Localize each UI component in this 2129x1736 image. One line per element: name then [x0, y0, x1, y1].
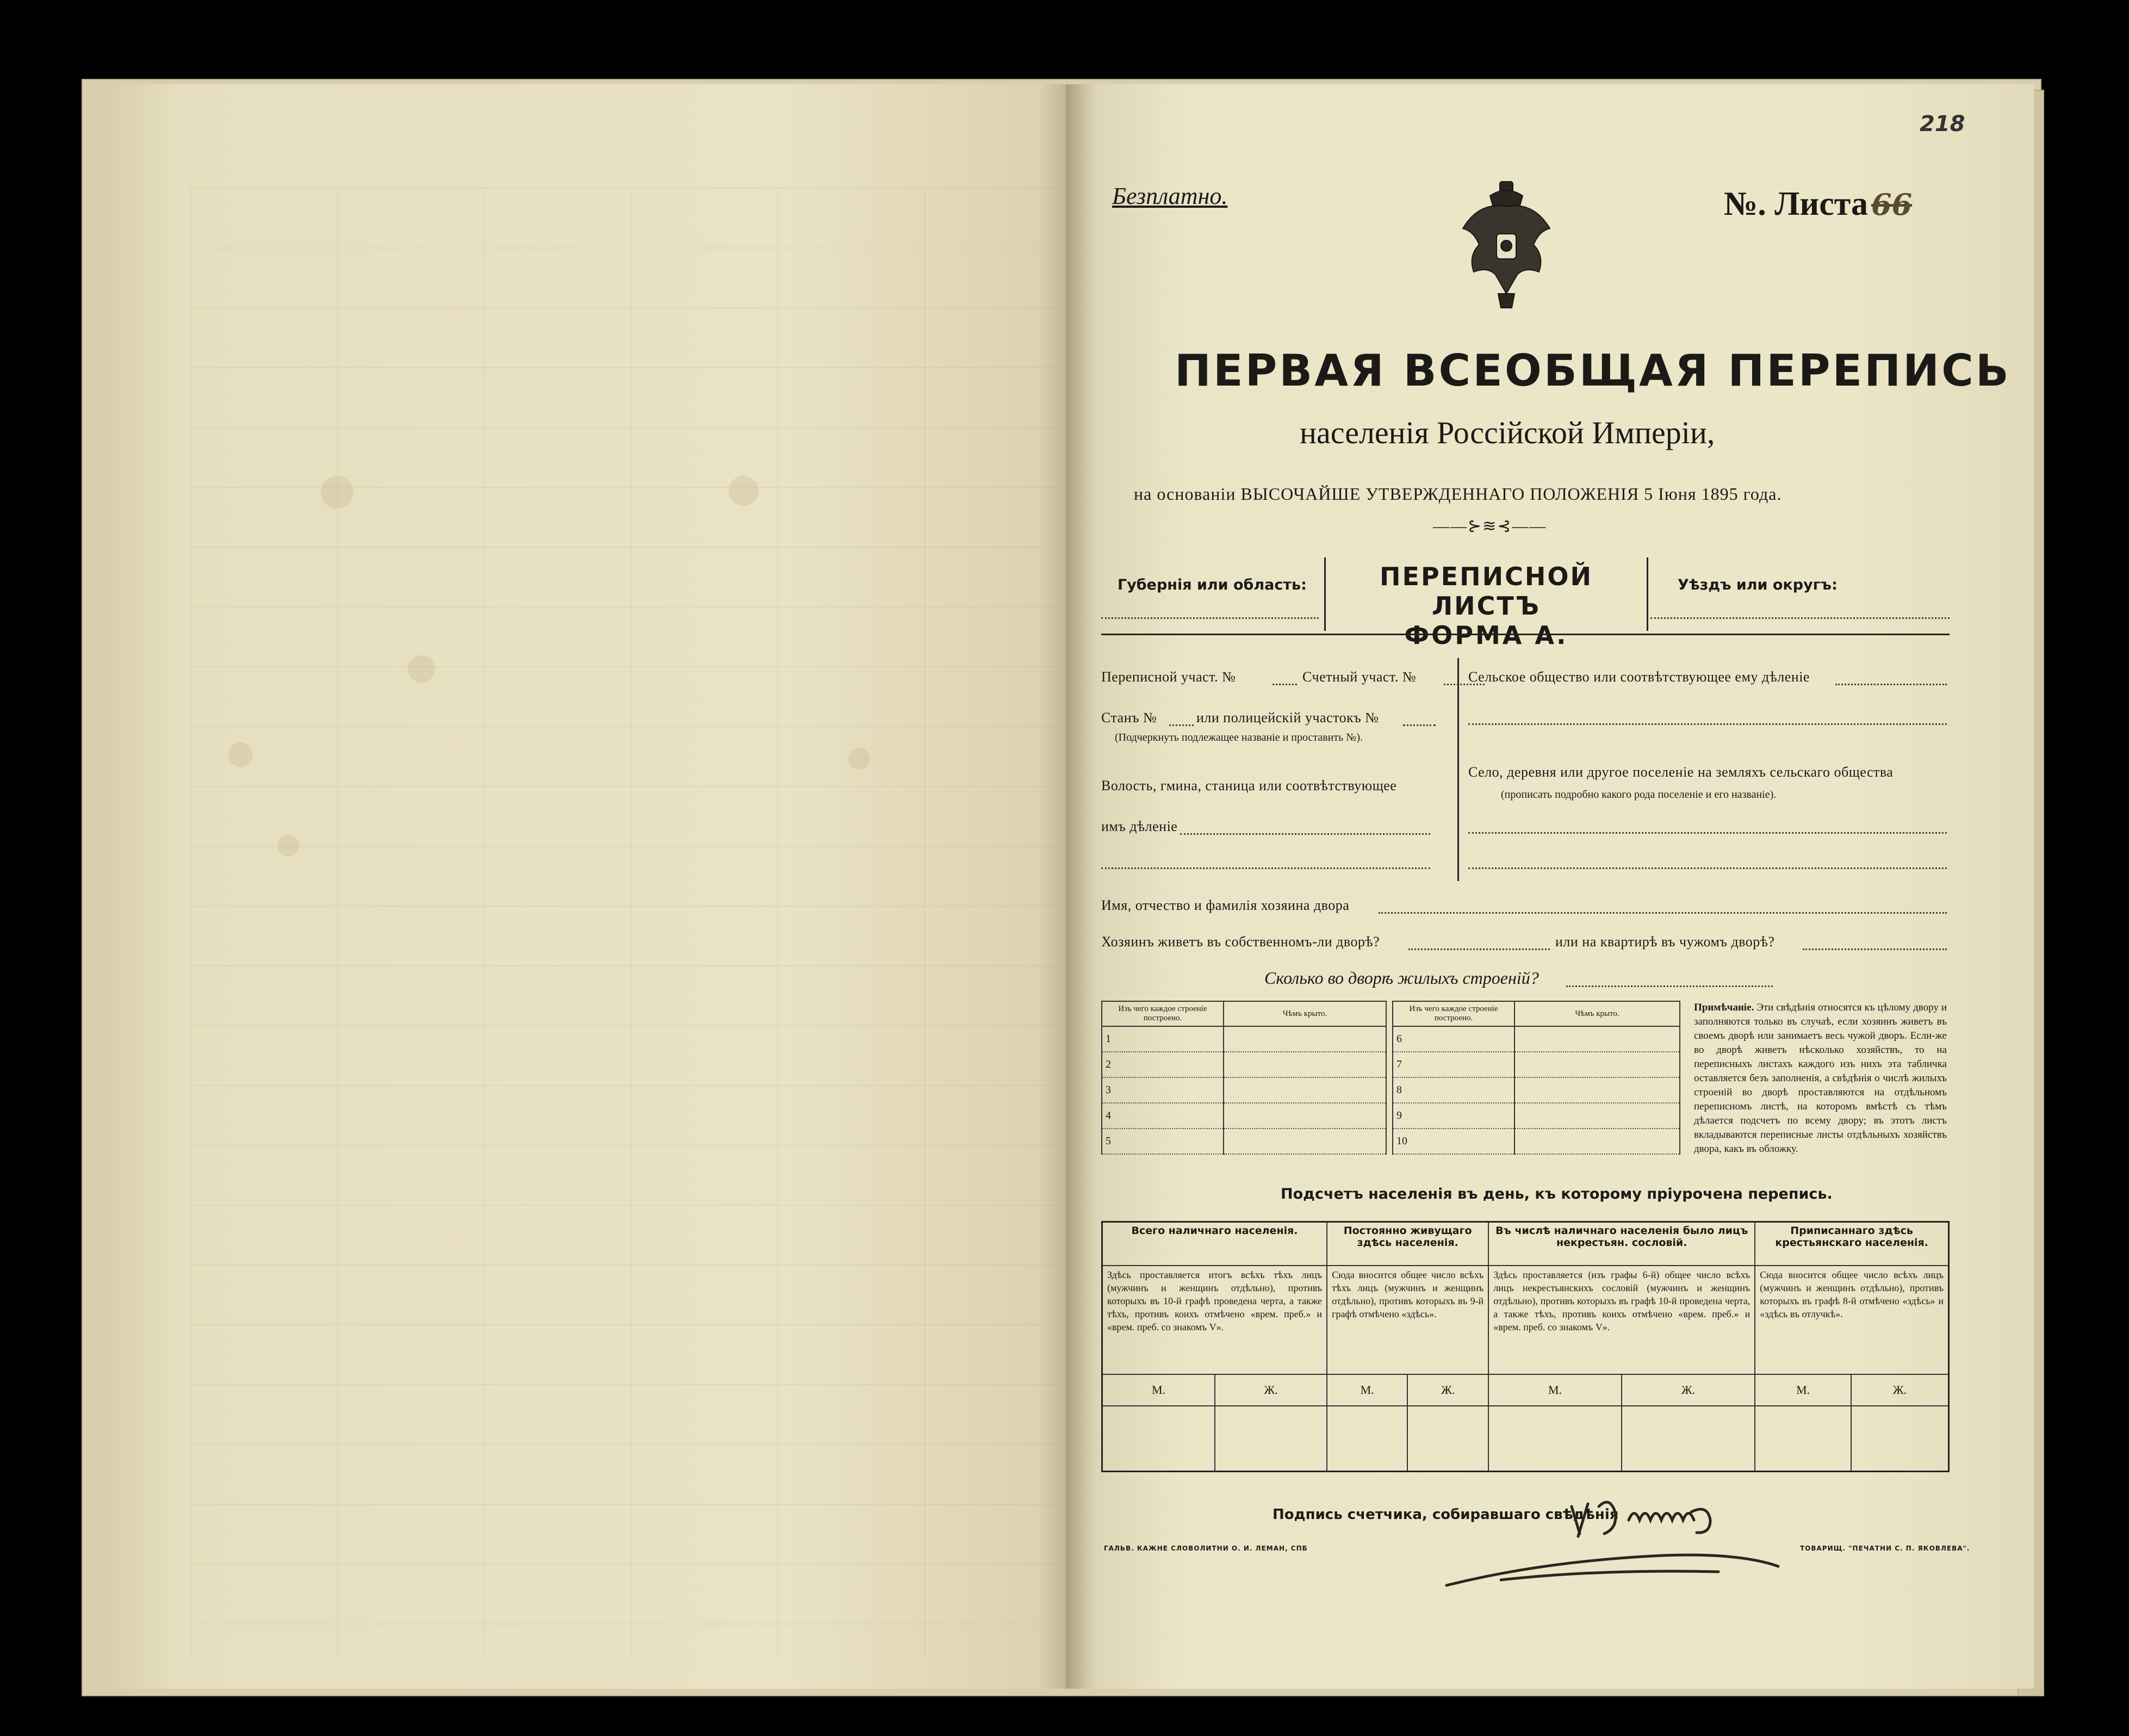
- female-count-cell[interactable]: [1215, 1406, 1327, 1472]
- roof-cell[interactable]: [1514, 1077, 1680, 1103]
- col-roof-header: Чѣмъ крыто.: [1224, 1001, 1386, 1026]
- header-bottom-rule: [1101, 634, 1950, 635]
- form-title: ПЕРЕПИСНОЙ ЛИСТЪ: [1380, 562, 1593, 621]
- form-subtitle: населенія Россійской Имперіи,: [1300, 415, 1715, 450]
- male-header: М.: [1488, 1374, 1622, 1406]
- free-of-charge-label: Безплатно.: [1112, 183, 1228, 209]
- buildings-count-field[interactable]: [1566, 985, 1773, 987]
- village-field-line1[interactable]: [1468, 832, 1947, 834]
- male-count-cell[interactable]: [1755, 1406, 1851, 1472]
- roof-cell[interactable]: [1224, 1052, 1386, 1077]
- volost-label-cont: имъ дѣленіе: [1101, 819, 1178, 834]
- form-main-title: ПЕРВАЯ ВСЕОБЩАЯ ПЕРЕПИСЬ: [1175, 345, 2011, 396]
- female-header: Ж.: [1407, 1374, 1488, 1406]
- summary-title: Подсчетъ населенія въ день, къ которому пріурочена перепись.: [1281, 1186, 1833, 1202]
- rural-society-field-line2[interactable]: [1468, 723, 1947, 725]
- rural-society-field[interactable]: [1835, 684, 1947, 685]
- buildings-table-right: [1392, 1001, 1680, 1155]
- roof-cell[interactable]: [1514, 1052, 1680, 1077]
- volost-label: Волость, гмина, станица или соотвѣтствующее: [1101, 778, 1397, 793]
- col-material-header: Изъ чего каждое строеніе построено.: [1393, 1001, 1514, 1026]
- apartment-label: или на квартирѣ въ чужомъ дворѣ?: [1555, 934, 1775, 950]
- table-row: [1102, 1129, 1386, 1154]
- col-material-header: Изъ чего каждое строеніе построено.: [1102, 1001, 1224, 1026]
- printer-imprint-left: ГАЛЬВ. КАЖНЕ СЛОВОЛИТНИ О. И. ЛЕМАН, СПБ: [1104, 1545, 1308, 1552]
- female-count-cell[interactable]: [1622, 1406, 1755, 1472]
- foxing-spot: [321, 476, 353, 509]
- female-header: Ж.: [1622, 1374, 1755, 1406]
- apartment-field[interactable]: [1803, 948, 1947, 950]
- census-precinct-label: Переписной участ. №: [1101, 669, 1236, 685]
- summary-col-header: Въ числѣ наличнаго населенія было лицъ некрестьян. сословій.: [1488, 1222, 1755, 1266]
- sheet-number: [1724, 185, 1912, 224]
- note-lead: Примѣчаніе.: [1694, 1002, 1754, 1013]
- summary-col-desc: Сюда вносится общее число всѣхъ тѣхъ лицъ (мужчинъ и женщинъ отдѣльно), противъ которыхъ въ 9-й графѣ отмѣчено «здѣсь».: [1327, 1266, 1488, 1374]
- column-divider: [1457, 658, 1459, 881]
- count-precinct-label: Счетный участ. №: [1302, 669, 1417, 685]
- form-title-cell: [1324, 557, 1648, 650]
- sheet-number-handwritten: 66: [1871, 187, 1913, 222]
- province-label: Губернія или область:: [1118, 576, 1307, 593]
- row-number: 4: [1102, 1103, 1224, 1129]
- summary-col-desc: Сюда вносится общее число всѣхъ лицъ (мужчинъ и женщинъ отдѣльно), противъ которыхъ въ графѣ 8-й отмѣчено «здѣсь» и «здѣсь въ отлучкѣ».: [1755, 1266, 1948, 1374]
- summary-col-header: Приписаннаго здѣсь крестьянскаго населенія.: [1755, 1222, 1948, 1266]
- printer-imprint-right: ТОВАРИЩ. "ПЕЧАТНИ С. П. ЯКОВЛЕВА".: [1800, 1545, 1970, 1552]
- buildings-question: Сколько во дворѣ жилыхъ строеній?: [1264, 968, 1539, 988]
- row-number: 3: [1102, 1077, 1224, 1103]
- volost-field-line2[interactable]: [1101, 867, 1430, 869]
- row-number: 5: [1102, 1129, 1224, 1154]
- owner-name-field[interactable]: [1379, 912, 1947, 914]
- stan-label: Станъ №: [1101, 710, 1157, 726]
- roof-cell[interactable]: [1224, 1103, 1386, 1129]
- census-precinct-field[interactable]: [1273, 684, 1297, 685]
- left-page-blank-verso: [103, 84, 1077, 1689]
- table-row: [1102, 1052, 1386, 1077]
- summary-col-header: Всего наличнаго населенія.: [1102, 1222, 1327, 1266]
- roof-cell[interactable]: [1514, 1026, 1680, 1052]
- row-number: 9: [1393, 1103, 1514, 1129]
- form-header-box: [1101, 557, 1950, 650]
- archive-page-number: 218: [1920, 111, 1965, 137]
- district-field[interactable]: [1650, 617, 1950, 619]
- province-field[interactable]: [1101, 617, 1319, 619]
- table-row: [1393, 1103, 1680, 1129]
- male-count-cell[interactable]: [1102, 1406, 1215, 1472]
- stan-field[interactable]: [1169, 724, 1194, 726]
- roof-cell[interactable]: [1224, 1129, 1386, 1154]
- title-ornament: ——⊱≋⊰——: [1433, 517, 1547, 535]
- table-row: [1102, 1103, 1386, 1129]
- district-label: Уѣздъ или округъ:: [1678, 576, 1838, 593]
- row-number: 6: [1393, 1026, 1514, 1052]
- male-header: М.: [1102, 1374, 1215, 1406]
- sheet-number-label: №. Листа: [1724, 185, 1868, 222]
- owner-lives-label: Хозяинъ живетъ въ собственномъ-ли дворѣ?: [1101, 934, 1380, 950]
- foxing-spot: [729, 476, 759, 506]
- female-count-cell[interactable]: [1851, 1406, 1949, 1472]
- table-row: [1393, 1026, 1680, 1052]
- table-row: [1393, 1077, 1680, 1103]
- foxing-spot: [228, 742, 253, 767]
- buildings-table-left: [1101, 1001, 1387, 1155]
- row-number: 8: [1393, 1077, 1514, 1103]
- owner-name-label: Имя, отчество и фамилія хозяина двора: [1101, 897, 1350, 913]
- female-header: Ж.: [1851, 1374, 1949, 1406]
- col-roof-header: Чѣмъ крыто.: [1514, 1001, 1680, 1026]
- table-row: [1393, 1129, 1680, 1154]
- form-name: ФОРМА А.: [1404, 621, 1568, 650]
- enumerator-signature: [1436, 1474, 1784, 1604]
- table-row: [1393, 1052, 1680, 1077]
- roof-cell[interactable]: [1514, 1103, 1680, 1129]
- rural-society-label: Сельское общество или соотвѣтствующее ему дѣленіе: [1468, 669, 1810, 685]
- table-row: [1102, 1026, 1386, 1052]
- owner-lives-field[interactable]: [1408, 948, 1550, 950]
- foxing-spot: [277, 835, 299, 857]
- foxing-spot: [408, 655, 435, 683]
- village-field-line2[interactable]: [1468, 867, 1947, 869]
- male-header: М.: [1327, 1374, 1407, 1406]
- note-text: Эти свѣдѣнія относятся къ цѣлому двору и заполняются только въ случаѣ, если хозяинъ живетъ въ своемъ дворѣ или занимаетъ весь чужой дворъ. Если-же во дворѣ живетъ нѣсколько хозяйствъ, то на переписныхъ листахъ каждого изъ нихъ эта табличка оставляется безъ заполненія, а свѣдѣнія о числѣ жилыхъ строеній во дворѣ проставляются на отдѣльномъ переписномъ листѣ, на которомъ вмѣстѣ съ тѣмъ дѣлается подсчетъ по всему двору; въ этотъ листъ вкладываются переписные листы отдѣльныхъ хозяйствъ двора, какъ въ обложку.: [1694, 1002, 1947, 1155]
- female-count-cell[interactable]: [1407, 1406, 1488, 1472]
- summary-col-header: Постоянно живущаго здѣсь населенія.: [1327, 1222, 1488, 1266]
- double-headed-eagle-emblem: [1457, 179, 1555, 310]
- summary-col-desc: Здѣсь проставляется (изъ графы 6-й) общее число всѣхъ лицъ некрестьянскихъ сословій (мужчинъ и женщинъ отдѣльно), противъ которыхъ въ графѣ 10-й проведена черта, а также тѣхъ, противъ коихъ отмѣчено «врем. преб.» и «врем. преб. со знакомъ V».: [1488, 1266, 1755, 1374]
- foxing-spot: [848, 748, 870, 770]
- roof-cell[interactable]: [1514, 1129, 1680, 1154]
- female-header: Ж.: [1215, 1374, 1327, 1406]
- volost-field[interactable]: [1180, 833, 1430, 835]
- village-label: Село, деревня или другое поселеніе на земляхъ сельскаго общества: [1468, 764, 1894, 780]
- roof-cell[interactable]: [1224, 1077, 1386, 1103]
- signature-label: Подпись счетчика, собиравшаго свѣдѣнія: [1273, 1506, 1619, 1523]
- row-number: 1: [1102, 1026, 1224, 1052]
- male-count-cell[interactable]: [1327, 1406, 1407, 1472]
- underline-note: (Подчеркнуть подлежащее названіе и проставить №).: [1115, 731, 1363, 743]
- buildings-note: [1694, 1001, 1947, 1156]
- roof-cell[interactable]: [1224, 1026, 1386, 1052]
- male-count-cell[interactable]: [1488, 1406, 1622, 1472]
- population-summary-table: [1101, 1221, 1950, 1472]
- summary-col-desc: Здѣсь проставляется итогъ всѣхъ тѣхъ лицъ (мужчинъ и женщинъ отдѣльно), противъ которыхъ въ 10-й графѣ проведена черта, а также тѣхъ, противъ коихъ отмѣчено «врем. преб.» и «врем. преб. со знакомъ V».: [1102, 1266, 1327, 1374]
- row-number: 7: [1393, 1052, 1514, 1077]
- police-precinct-field[interactable]: [1403, 724, 1436, 726]
- bleed-through-grid: [190, 188, 1060, 1656]
- row-number: 2: [1102, 1052, 1224, 1077]
- male-header: М.: [1755, 1374, 1851, 1406]
- village-note: (прописать подробно какого рода поселеніе и его названіе).: [1501, 789, 1777, 801]
- table-row: [1102, 1077, 1386, 1103]
- legal-basis-line: на основаніи ВЫСОЧАЙШЕ УТВЕРЖДЕННАГО ПОЛОЖЕНІЯ 5 Іюня 1895 года.: [1134, 484, 1782, 504]
- row-number: 10: [1393, 1129, 1514, 1154]
- police-precinct-label: или полицейскій участокъ №: [1196, 710, 1379, 726]
